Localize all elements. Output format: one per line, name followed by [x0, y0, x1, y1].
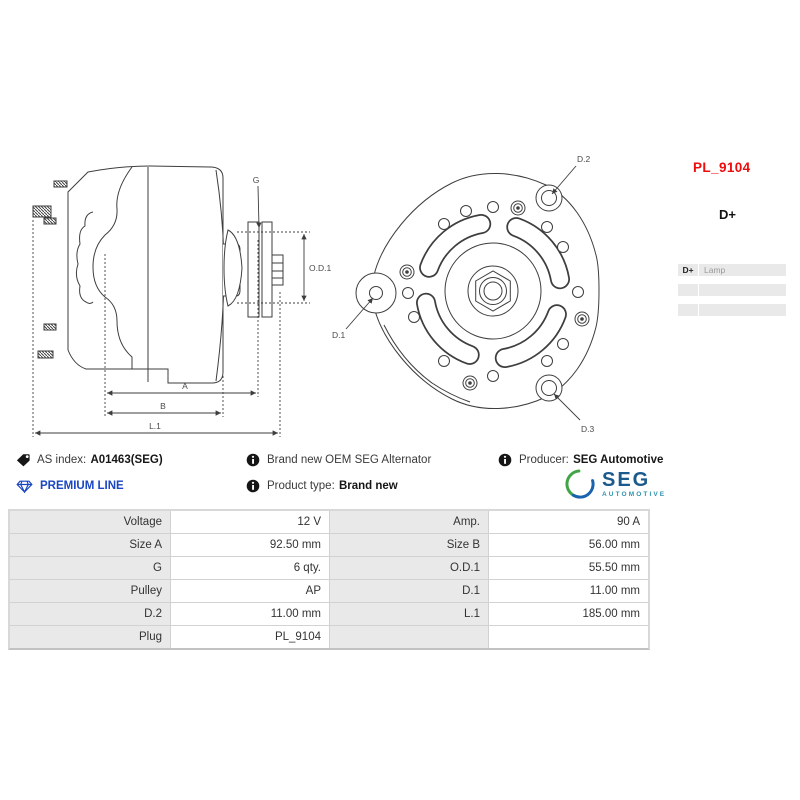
description-text: Brand new OEM SEG Alternator — [267, 454, 432, 466]
spec-label-cell: Pulley — [10, 580, 170, 602]
dim-label-l1: L.1 — [149, 421, 161, 431]
terminal-label: D+ — [719, 207, 736, 222]
terminal-stud — [33, 206, 51, 217]
as-index-label: AS index: — [37, 454, 87, 466]
spec-value-cell: 11.00 mm — [171, 603, 329, 625]
connector-description-cell — [699, 304, 786, 316]
through-bolt — [463, 376, 477, 390]
spec-value-cell: 56.00 mm — [489, 534, 648, 556]
connector-terminal-cell — [678, 304, 698, 316]
as-index-value: A01463(SEG) — [90, 454, 163, 466]
spec-label-cell: L.1 — [330, 603, 488, 625]
shaft-nut — [272, 255, 283, 285]
dim-label-od1: O.D.1 — [309, 263, 332, 273]
alternator-side-body — [33, 166, 283, 383]
dim-label-a: A — [182, 381, 188, 391]
spec-label-cell: Plug — [10, 626, 170, 648]
spec-value-cell: 6 qty. — [171, 557, 329, 579]
mount-hole-d2 — [542, 191, 557, 206]
as-index-item — [16, 452, 163, 468]
dim-label-g: G — [252, 175, 260, 185]
spec-value-cell: 55.50 mm — [489, 557, 648, 579]
info-icon — [498, 453, 512, 467]
spec-label-cell — [330, 626, 488, 648]
rear-stud — [44, 324, 56, 330]
premium-line-item — [16, 478, 124, 494]
rear-stud — [38, 351, 53, 358]
description-item — [246, 452, 431, 468]
spec-value-cell: PL_9104 — [171, 626, 329, 648]
seg-logo-text: SEG — [602, 468, 651, 491]
connector-row — [678, 264, 786, 276]
spec-value-cell: 11.00 mm — [489, 580, 648, 602]
rear-stud — [54, 181, 67, 187]
spec-value-cell: 12 V — [171, 511, 329, 533]
connector-row — [678, 304, 786, 316]
product-type-value: Brand new — [338, 480, 398, 492]
info-icon — [246, 453, 260, 467]
spec-table-grid — [8, 509, 650, 650]
diamond-icon — [16, 480, 33, 493]
spec-label-cell: O.D.1 — [330, 557, 488, 579]
dim-label-d2: D.2 — [577, 154, 591, 164]
connector-description-cell: Lamp — [699, 264, 786, 276]
dim-label-d3: D.3 — [581, 424, 595, 434]
front-view-diagram — [330, 145, 620, 445]
spec-value-cell: AP — [171, 580, 329, 602]
spec-label-cell: Amp. — [330, 511, 488, 533]
producer-label: Producer: — [519, 454, 569, 466]
through-bolt — [511, 201, 525, 215]
leader-d2 — [552, 166, 576, 194]
product-type-label: Product type: — [267, 480, 335, 492]
tag-icon — [16, 453, 30, 467]
dim-label-b: B — [160, 401, 166, 411]
connector-table — [678, 264, 786, 324]
spec-label-cell: D.2 — [10, 603, 170, 625]
spec-value-cell: 92.50 mm — [171, 534, 329, 556]
producer-value: SEG Automotive — [573, 454, 664, 466]
spec-label-cell: D.1 — [330, 580, 488, 602]
spec-label-cell: Size B — [330, 534, 488, 556]
connector-description-cell — [699, 284, 786, 296]
info-icon — [246, 479, 260, 493]
part-code: PL_9104 — [693, 160, 751, 175]
through-bolt — [400, 265, 414, 279]
spec-value-cell — [489, 626, 648, 648]
connector-row — [678, 284, 786, 296]
mount-hole-d1 — [370, 287, 383, 300]
rear-stud — [44, 218, 56, 224]
spec-value-cell: 185.00 mm — [489, 603, 648, 625]
dim-label-d1: D.1 — [332, 330, 346, 340]
connector-terminal-cell: D+ — [678, 264, 698, 276]
spec-value-cell: 90 A — [489, 511, 648, 533]
mount-hole-d3 — [542, 381, 557, 396]
spec-label-cell: Voltage — [10, 511, 170, 533]
seg-automotive-logo — [563, 467, 666, 501]
product-type-item — [246, 478, 398, 494]
leader-d3 — [554, 394, 580, 420]
spec-label-cell: Size A — [10, 534, 170, 556]
producer-item — [498, 452, 663, 468]
spec-label-cell: G — [10, 557, 170, 579]
seg-ring-icon — [563, 467, 597, 501]
seg-logo-subtext: AUTOMOTIVE — [602, 490, 667, 498]
premium-line-label: PREMIUM LINE — [40, 480, 124, 492]
through-bolt — [575, 312, 589, 326]
connector-terminal-cell — [678, 284, 698, 296]
side-view-diagram — [20, 152, 340, 448]
